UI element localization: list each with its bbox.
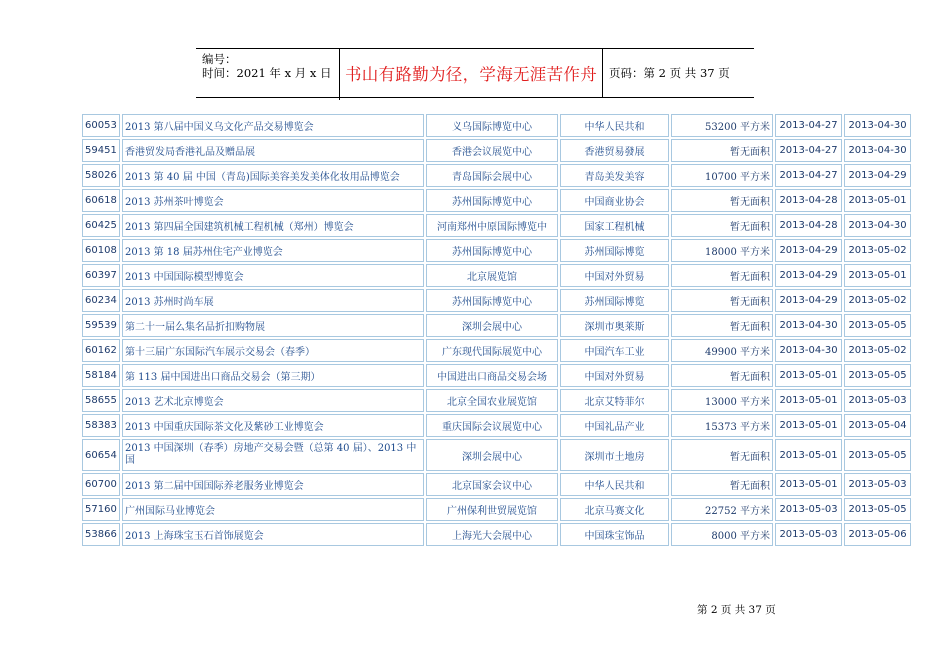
- exhibition-organizer: 青岛美发美容: [560, 164, 669, 187]
- exhibition-name: 2013 第 18 届苏州住宅产业博览会: [122, 239, 424, 262]
- exhibition-venue: 青岛国际会展中心: [426, 164, 558, 187]
- exhibition-venue: 北京展览馆: [426, 264, 558, 287]
- end-date: 2013-05-02: [844, 239, 911, 262]
- exhibition-area: 暂无面积: [671, 473, 773, 496]
- end-date: 2013-05-01: [844, 189, 911, 212]
- exhibition-id: 59451: [82, 139, 120, 162]
- page-footer: 第 2 页 共 37 页: [697, 604, 776, 616]
- exhibition-area: 49900 平方米: [671, 339, 773, 362]
- table-row: [82, 414, 911, 437]
- exhibition-name: 2013 苏州时尚车展: [122, 289, 424, 312]
- start-date: 2013-04-27: [775, 164, 842, 187]
- exhibition-name: 2013 艺术北京博览会: [122, 389, 424, 412]
- end-date: 2013-05-05: [844, 364, 911, 387]
- exhibition-organizer: 中华人民共和: [560, 114, 669, 137]
- exhibition-organizer: 中国汽车工业: [560, 339, 669, 362]
- end-date: 2013-04-30: [844, 214, 911, 237]
- exhibition-organizer: 中国对外贸易: [560, 264, 669, 287]
- exhibition-organizer: 国家工程机械: [560, 214, 669, 237]
- header-motto: 书山有路勤为径，学海无涯苦作舟: [340, 49, 603, 97]
- table-row: [82, 389, 911, 412]
- end-date: 2013-05-05: [844, 314, 911, 337]
- start-date: 2013-05-01: [775, 473, 842, 496]
- exhibition-name: 2013 第二届中国国际养老服务业博览会: [122, 473, 424, 496]
- exhibition-organizer: 中国对外贸易: [560, 364, 669, 387]
- exhibition-area: 8000 平方米: [671, 523, 773, 546]
- exhibition-organizer: 北京马赛文化: [560, 498, 669, 521]
- start-date: 2013-04-30: [775, 314, 842, 337]
- table-row: [82, 214, 911, 237]
- exhibition-venue: 深圳会展中心: [426, 439, 558, 471]
- exhibition-venue: 广州保利世贸展览馆: [426, 498, 558, 521]
- exhibition-area: 暂无面积: [671, 139, 773, 162]
- table-row: [82, 473, 911, 496]
- start-date: 2013-04-28: [775, 189, 842, 212]
- exhibition-venue: 苏州国际博览中心: [426, 239, 558, 262]
- exhibition-id: 60425: [82, 214, 120, 237]
- exhibition-id: 60397: [82, 264, 120, 287]
- end-date: 2013-05-04: [844, 414, 911, 437]
- table-row: [82, 289, 911, 312]
- table-row: [82, 498, 911, 521]
- exhibition-organizer: 苏州国际博览: [560, 239, 669, 262]
- table-row: [82, 239, 911, 262]
- table-row: [82, 189, 911, 212]
- exhibition-venue: 上海光大会展中心: [426, 523, 558, 546]
- start-date: 2013-04-27: [775, 114, 842, 137]
- exhibition-venue: 苏州国际博览中心: [426, 189, 558, 212]
- exhibition-id: 58383: [82, 414, 120, 437]
- start-date: 2013-04-29: [775, 264, 842, 287]
- exhibition-organizer: 中国礼品产业: [560, 414, 669, 437]
- start-date: 2013-04-28: [775, 214, 842, 237]
- exhibition-area: 暂无面积: [671, 364, 773, 387]
- exhibition-name: 2013 上海珠宝玉石首饰展览会: [122, 523, 424, 546]
- exhibition-id: 58026: [82, 164, 120, 187]
- start-date: 2013-05-03: [775, 523, 842, 546]
- exhibition-id: 59539: [82, 314, 120, 337]
- table-row: [82, 523, 911, 546]
- exhibition-area: 暂无面积: [671, 264, 773, 287]
- exhibition-area: 暂无面积: [671, 214, 773, 237]
- exhibition-id: 60053: [82, 114, 120, 137]
- exhibition-table: [80, 112, 913, 548]
- exhibition-name: 2013 第八届中国义乌文化产品交易博览会: [122, 114, 424, 137]
- exhibition-venue: 义乌国际博览中心: [426, 114, 558, 137]
- exhibition-venue: 北京全国农业展览馆: [426, 389, 558, 412]
- exhibition-name: 第十三届广东国际汽车展示交易会（春季）: [122, 339, 424, 362]
- exhibition-area: 53200 平方米: [671, 114, 773, 137]
- exhibition-id: 60108: [82, 239, 120, 262]
- start-date: 2013-04-30: [775, 339, 842, 362]
- end-date: 2013-05-05: [844, 439, 911, 471]
- table-row: [82, 339, 911, 362]
- table-row: [82, 364, 911, 387]
- header-page-info: 页码：第 2 页 共 37 页: [609, 66, 730, 80]
- exhibition-area: 暂无面积: [671, 314, 773, 337]
- start-date: 2013-04-29: [775, 289, 842, 312]
- table-row: [82, 264, 911, 287]
- exhibition-area: 暂无面积: [671, 189, 773, 212]
- end-date: 2013-05-06: [844, 523, 911, 546]
- exhibition-organizer: 中华人民共和: [560, 473, 669, 496]
- exhibition-id: 57160: [82, 498, 120, 521]
- exhibition-venue: 中国进出口商品交易会场: [426, 364, 558, 387]
- exhibition-organizer: 中国商业协会: [560, 189, 669, 212]
- id-label: 编号：: [202, 52, 237, 66]
- exhibition-area: 22752 平方米: [671, 498, 773, 521]
- exhibition-area: 13000 平方米: [671, 389, 773, 412]
- exhibition-organizer: 苏州国际博览: [560, 289, 669, 312]
- table-row: [82, 139, 911, 162]
- end-date: 2013-04-30: [844, 139, 911, 162]
- exhibition-area: 暂无面积: [671, 289, 773, 312]
- exhibition-name: 2013 中国深圳（春季）房地产交易会暨（总第 40 届）、2013 中国: [122, 439, 424, 471]
- start-date: 2013-05-03: [775, 498, 842, 521]
- start-date: 2013-05-01: [775, 389, 842, 412]
- start-date: 2013-04-27: [775, 139, 842, 162]
- exhibition-area: 18000 平方米: [671, 239, 773, 262]
- exhibition-name: 香港贸发局香港礼品及赠品展: [122, 139, 424, 162]
- exhibition-name: 2013 苏州茶叶博览会: [122, 189, 424, 212]
- exhibition-name: 广州国际马业博览会: [122, 498, 424, 521]
- exhibition-venue: 香港会议展览中心: [426, 139, 558, 162]
- exhibition-id: 60654: [82, 439, 120, 471]
- exhibition-venue: 北京国家会议中心: [426, 473, 558, 496]
- start-date: 2013-05-01: [775, 364, 842, 387]
- table-row: [82, 164, 911, 187]
- exhibition-organizer: 北京艾特菲尔: [560, 389, 669, 412]
- exhibition-id: 53866: [82, 523, 120, 546]
- page-header: [196, 48, 754, 98]
- exhibition-table-body: [82, 114, 911, 546]
- time-label: 时间：2021 年 x 月 x 日: [202, 66, 332, 80]
- exhibition-name: 2013 第 40 届 中国（青岛)国际美容美发美体化妆用品博览会: [122, 164, 424, 187]
- header-meta: [196, 49, 340, 100]
- exhibition-area: 15373 平方米: [671, 414, 773, 437]
- exhibition-area: 暂无面积: [671, 439, 773, 471]
- start-date: 2013-04-29: [775, 239, 842, 262]
- exhibition-name: 第 113 届中国进出口商品交易会（第三期）: [122, 364, 424, 387]
- end-date: 2013-05-02: [844, 339, 911, 362]
- exhibition-id: 58655: [82, 389, 120, 412]
- exhibition-organizer: 深圳市土地房: [560, 439, 669, 471]
- end-date: 2013-05-01: [844, 264, 911, 287]
- start-date: 2013-05-01: [775, 439, 842, 471]
- exhibition-venue: 广东现代国际展览中心: [426, 339, 558, 362]
- end-date: 2013-05-03: [844, 473, 911, 496]
- exhibition-id: 60234: [82, 289, 120, 312]
- exhibition-id: 60700: [82, 473, 120, 496]
- exhibition-venue: 深圳会展中心: [426, 314, 558, 337]
- exhibition-organizer: 深圳市奥莱斯: [560, 314, 669, 337]
- end-date: 2013-04-30: [844, 114, 911, 137]
- exhibition-id: 60162: [82, 339, 120, 362]
- table-row: [82, 114, 911, 137]
- exhibition-name: 2013 中国国际模型博览会: [122, 264, 424, 287]
- end-date: 2013-05-05: [844, 498, 911, 521]
- exhibition-name: 第二十一届么集名品折扣购物展: [122, 314, 424, 337]
- start-date: 2013-05-01: [775, 414, 842, 437]
- exhibition-venue: 重庆国际会议展览中心: [426, 414, 558, 437]
- end-date: 2013-05-02: [844, 289, 911, 312]
- exhibition-organizer: 中国珠宝饰品: [560, 523, 669, 546]
- end-date: 2013-05-03: [844, 389, 911, 412]
- exhibition-venue: 苏州国际博览中心: [426, 289, 558, 312]
- exhibition-venue: 河南郑州中原国际博览中: [426, 214, 558, 237]
- exhibition-area: 10700 平方米: [671, 164, 773, 187]
- table-row: [82, 314, 911, 337]
- exhibition-organizer: 香港贸易發展: [560, 139, 669, 162]
- exhibition-name: 2013 中国重庆国际茶文化及紫砂工业博览会: [122, 414, 424, 437]
- table-row: [82, 439, 911, 471]
- exhibition-id: 58184: [82, 364, 120, 387]
- end-date: 2013-04-29: [844, 164, 911, 187]
- exhibition-id: 60618: [82, 189, 120, 212]
- exhibition-name: 2013 第四届全国建筑机械工程机械（郑州）博览会: [122, 214, 424, 237]
